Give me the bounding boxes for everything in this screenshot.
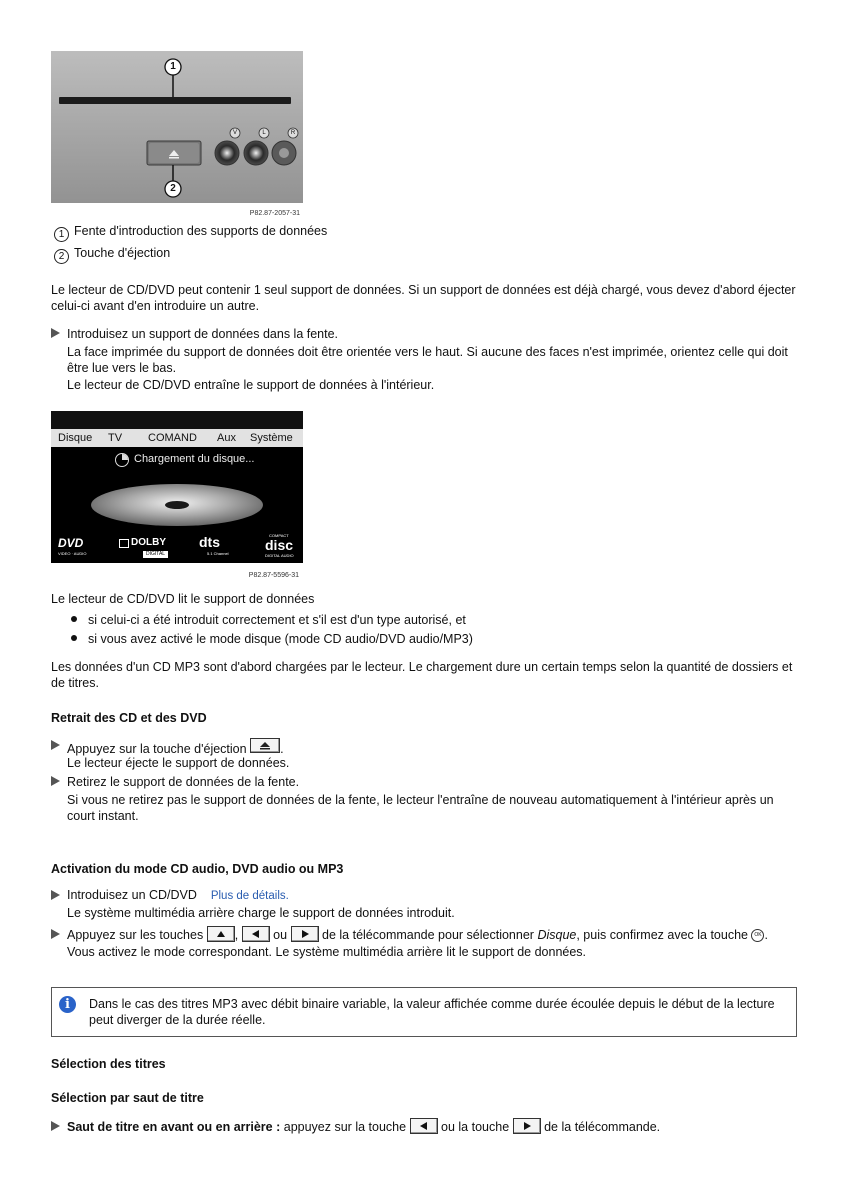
activation-heading: Activation du mode CD audio, DVD audio ou MP3 [51, 862, 344, 876]
up-key-icon [207, 926, 235, 942]
info-box [51, 987, 797, 1037]
step-arrow-icon [51, 1121, 60, 1131]
jack-label-r: R [290, 130, 296, 136]
step-arrow-icon [51, 890, 60, 900]
jack-label-v: V [232, 130, 237, 136]
activation-step-2-text-c: , puis confirmez avec la touche [576, 928, 748, 942]
eject-step-1-result: Le lecteur éjecte le support de données. [67, 756, 290, 770]
step-arrow-icon [51, 776, 60, 786]
legend-item-1 [54, 223, 804, 242]
eject-step-2: Retirez le support de données de la fente. [67, 775, 300, 789]
menu-item-aux: Aux [217, 432, 236, 444]
dts-logo-caption: 5.1 Channel [207, 551, 229, 556]
activation-step-1-text: Introduisez un CD/DVD [67, 888, 197, 902]
menu-item-tv: TV [108, 432, 123, 444]
activation-step-2-sep2: ou [273, 928, 288, 942]
dolby-logo-text: DOLBY [131, 537, 166, 548]
activation-step-2-result: Vous activez le mode correspondant. Le système multimédia arrière lit le support de données. [67, 945, 587, 959]
menu-item-comand: COMAND [148, 432, 197, 444]
dvd-logo-icon: DVD [58, 536, 84, 550]
info-icon: i [59, 996, 76, 1013]
track-skip-text-b: ou la touche [441, 1120, 510, 1134]
step-arrow-icon [51, 929, 60, 939]
eject-step-1-text: Appuyez sur la touche d'éjection [67, 742, 247, 756]
activation-step-2-end: . [764, 928, 768, 942]
cd-slot-figure [51, 51, 303, 218]
activation-step-2-text-a: Appuyez sur les touches [67, 928, 204, 942]
compact-disc-logo-icon: disc [265, 537, 294, 553]
eject-heading: Retrait des CD et des DVD [51, 711, 207, 725]
mp3-note: Les données d'un CD MP3 sont d'abord chargées par le lecteur. Le chargement dure un certain temps selon la quantité de dossiers et de titres. [51, 660, 793, 690]
dvd-logo-caption: VIDEO · AUDIO [58, 551, 87, 556]
menu-item-systeme: Système [250, 432, 293, 444]
activation-step-2 [67, 926, 797, 943]
menu-bar [51, 429, 303, 447]
step-insert-result: Le lecteur de CD/DVD entraîne le support de données à l'intérieur. [67, 378, 435, 392]
callout-1: 1 [170, 61, 176, 72]
legend-text: Fente d'introduction des supports de données [74, 224, 328, 238]
step-arrow-icon [51, 740, 60, 750]
step-insert-note: La face imprimée du support de données doit être orientée vers le haut. Si aucune des faces n'est imprimée, orientez celle qui doit être lue vers le bas. [67, 345, 788, 375]
activation-step-1-result: Le système multimédia arrière charge le support de données introduit. [67, 906, 455, 920]
selection-heading: Sélection des titres [51, 1057, 166, 1071]
eject-step-1-end: . [280, 742, 284, 756]
bullet-icon [71, 635, 77, 641]
loading-text: Chargement du disque... [134, 453, 255, 465]
figure-reference: P82.87-2057-31 [249, 210, 300, 217]
track-skip-text-a: appuyez sur la touche [283, 1120, 407, 1134]
eject-step-2-result: Si vous ne retirez pas le support de données de la fente, le lecteur l'entraîne de nouveau automatiquement à l'intérieur après un court instant. [67, 793, 774, 823]
right-key-icon [513, 1118, 541, 1134]
activation-step-2-sep1: , [234, 928, 239, 942]
menu-item-disque: Disque [58, 432, 93, 444]
activation-step-2-text-b: de la télécommande pour sélectionner [322, 928, 534, 942]
track-skip-label: Saut de titre en avant ou en arrière : [67, 1120, 281, 1134]
plays-intro: Le lecteur de CD/DVD lit le support de données [51, 592, 315, 606]
intro-paragraph: Le lecteur de CD/DVD peut contenir 1 seul support de données. Si un support de données est déjà chargé, vous devez d'abord éjecter celui-ci avant d'en introduire un autre. [51, 283, 796, 313]
left-key-icon [242, 926, 270, 942]
dts-logo-icon: dts [199, 534, 220, 550]
more-details-link[interactable]: Plus de détails. [210, 890, 289, 902]
figure-reference: P82.87-5596-31 [248, 572, 299, 579]
activation-step-1 [67, 887, 797, 904]
legend-number: 1 [54, 227, 69, 242]
jack-label-l: L [262, 130, 266, 136]
track-skip-step [67, 1118, 797, 1135]
left-key-icon [410, 1118, 438, 1134]
dolby-logo-caption: DIGITAL [143, 551, 168, 558]
step-arrow-icon [51, 328, 60, 338]
right-key-icon [291, 926, 319, 942]
dolby-logo-icon [119, 539, 129, 548]
step-insert-title: Introduisez un support de données dans la fente. [67, 327, 339, 341]
format-logos [51, 535, 303, 563]
selection-subheading: Sélection par saut de titre [51, 1091, 204, 1105]
track-skip-text-c: de la télécommande. [544, 1120, 661, 1134]
plays-bullet-1: si celui-ci a été introduit correctement et s'il est d'un type autorisé, et [88, 613, 466, 627]
legend-item-2 [54, 245, 804, 264]
activation-step-2-disque: Disque [537, 928, 577, 942]
compact-disc-logo-top: COMPACT [269, 533, 289, 538]
compact-disc-logo-caption: DIGITAL AUDIO [265, 553, 294, 558]
loading-screen-figure [51, 411, 303, 581]
info-text: Dans le cas des titres MP3 avec débit binaire variable, la valeur affichée comme durée écoulée depuis le début de la lecture peut diverger de la durée réelle. [89, 997, 775, 1027]
callout-2: 2 [170, 183, 176, 194]
eject-key-icon [250, 738, 280, 753]
ok-key-icon: OK [751, 929, 764, 942]
plays-bullet-2: si vous avez activé le mode disque (mode CD audio/DVD audio/MP3) [88, 632, 473, 646]
loading-spinner-icon [115, 453, 129, 467]
bullet-icon [71, 616, 77, 622]
legend-number: 2 [54, 249, 69, 264]
legend-text: Touche d'éjection [74, 246, 171, 260]
